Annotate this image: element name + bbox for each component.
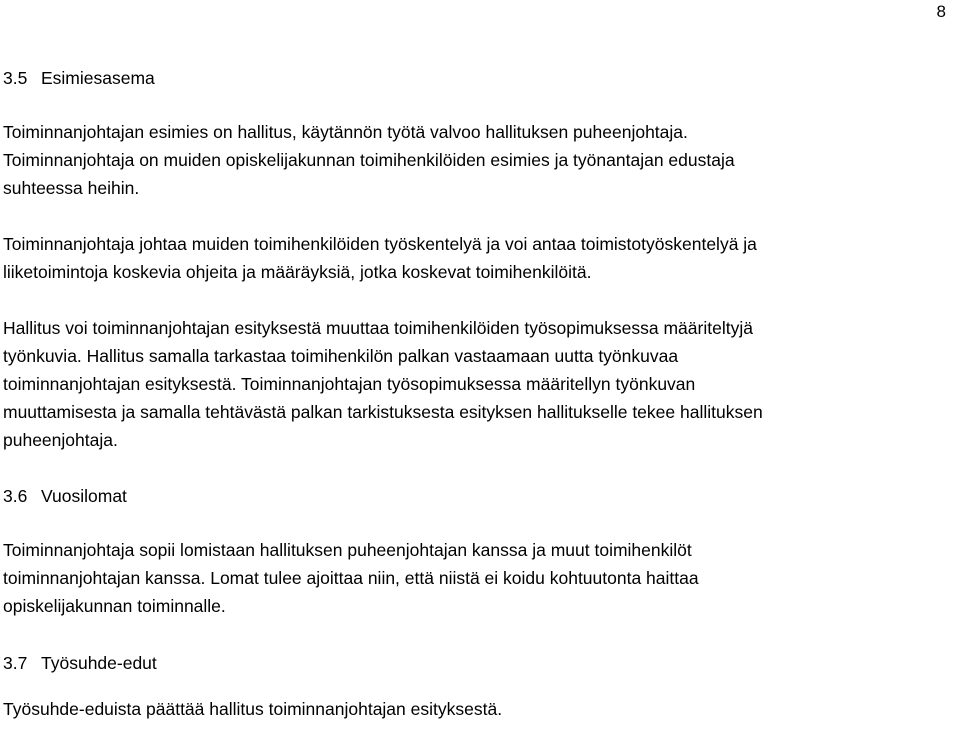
paragraph <box>3 314 953 454</box>
text-line: suhteessa heihin. <box>3 178 140 198</box>
text-line: toiminnanjohtajan kanssa. Lomat tulee ajoittaa niin, että niistä ei koidu kohtuutonta haittaa <box>3 568 699 588</box>
text-line: muuttamisesta ja samalla tehtävästä palkan tarkistuksesta esityksen hallitukselle tekee hallituksen <box>3 402 763 422</box>
section-heading-tyosuhde-edut <box>3 649 953 677</box>
text-line: Hallitus voi toiminnanjohtajan esityksestä muuttaa toimihenkilöiden työsopimuksessa määriteltyjä <box>3 318 753 338</box>
text-line: toiminnanjohtajan esityksestä. Toiminnanjohtajan työsopimuksessa määritellyn työnkuvan <box>3 374 696 394</box>
paragraph <box>3 118 953 202</box>
text-line: Toiminnanjohtaja on muiden opiskelijakunnan toimihenkilöiden esimies ja työnantajan edustaja <box>3 150 735 170</box>
text-line: opiskelijakunnan toiminnalle. <box>3 596 226 616</box>
paragraph <box>3 536 953 620</box>
text-line: Työsuhde-eduista päättää hallitus toiminnanjohtajan esityksestä. <box>3 699 503 719</box>
section-title: Työsuhde-edut <box>41 653 157 673</box>
section-heading-vuosilomat <box>3 482 953 510</box>
section-number: 3.7 <box>3 653 28 673</box>
text-line: puheenjohtaja. <box>3 430 118 450</box>
section-number: 3.5 <box>3 68 28 88</box>
text-line: työnkuvia. Hallitus samalla tarkastaa toimihenkilön palkan vastaamaan uutta työnkuvaa <box>3 346 679 366</box>
page-number: 8 <box>936 2 946 21</box>
section-title: Esimiesasema <box>41 68 155 88</box>
paragraph <box>3 695 953 723</box>
paragraph <box>3 230 953 286</box>
document-body <box>3 64 953 751</box>
section-heading-esimiesasema <box>3 64 953 92</box>
text-line: Toiminnanjohtaja sopii lomistaan hallituksen puheenjohtajan kanssa ja muut toimihenkilöt <box>3 540 692 560</box>
text-line: Toiminnanjohtaja johtaa muiden toimihenkilöiden työskentelyä ja voi antaa toimistotyöskentelyä ja <box>3 234 757 254</box>
text-line: Toiminnanjohtajan esimies on hallitus, käytännön työtä valvoo hallituksen puheenjohtaja. <box>3 122 688 142</box>
section-title: Vuosilomat <box>41 486 127 506</box>
text-line: liiketoimintoja koskevia ohjeita ja määräyksiä, jotka koskevat toimihenkilöitä. <box>3 262 592 282</box>
section-number: 3.6 <box>3 486 28 506</box>
